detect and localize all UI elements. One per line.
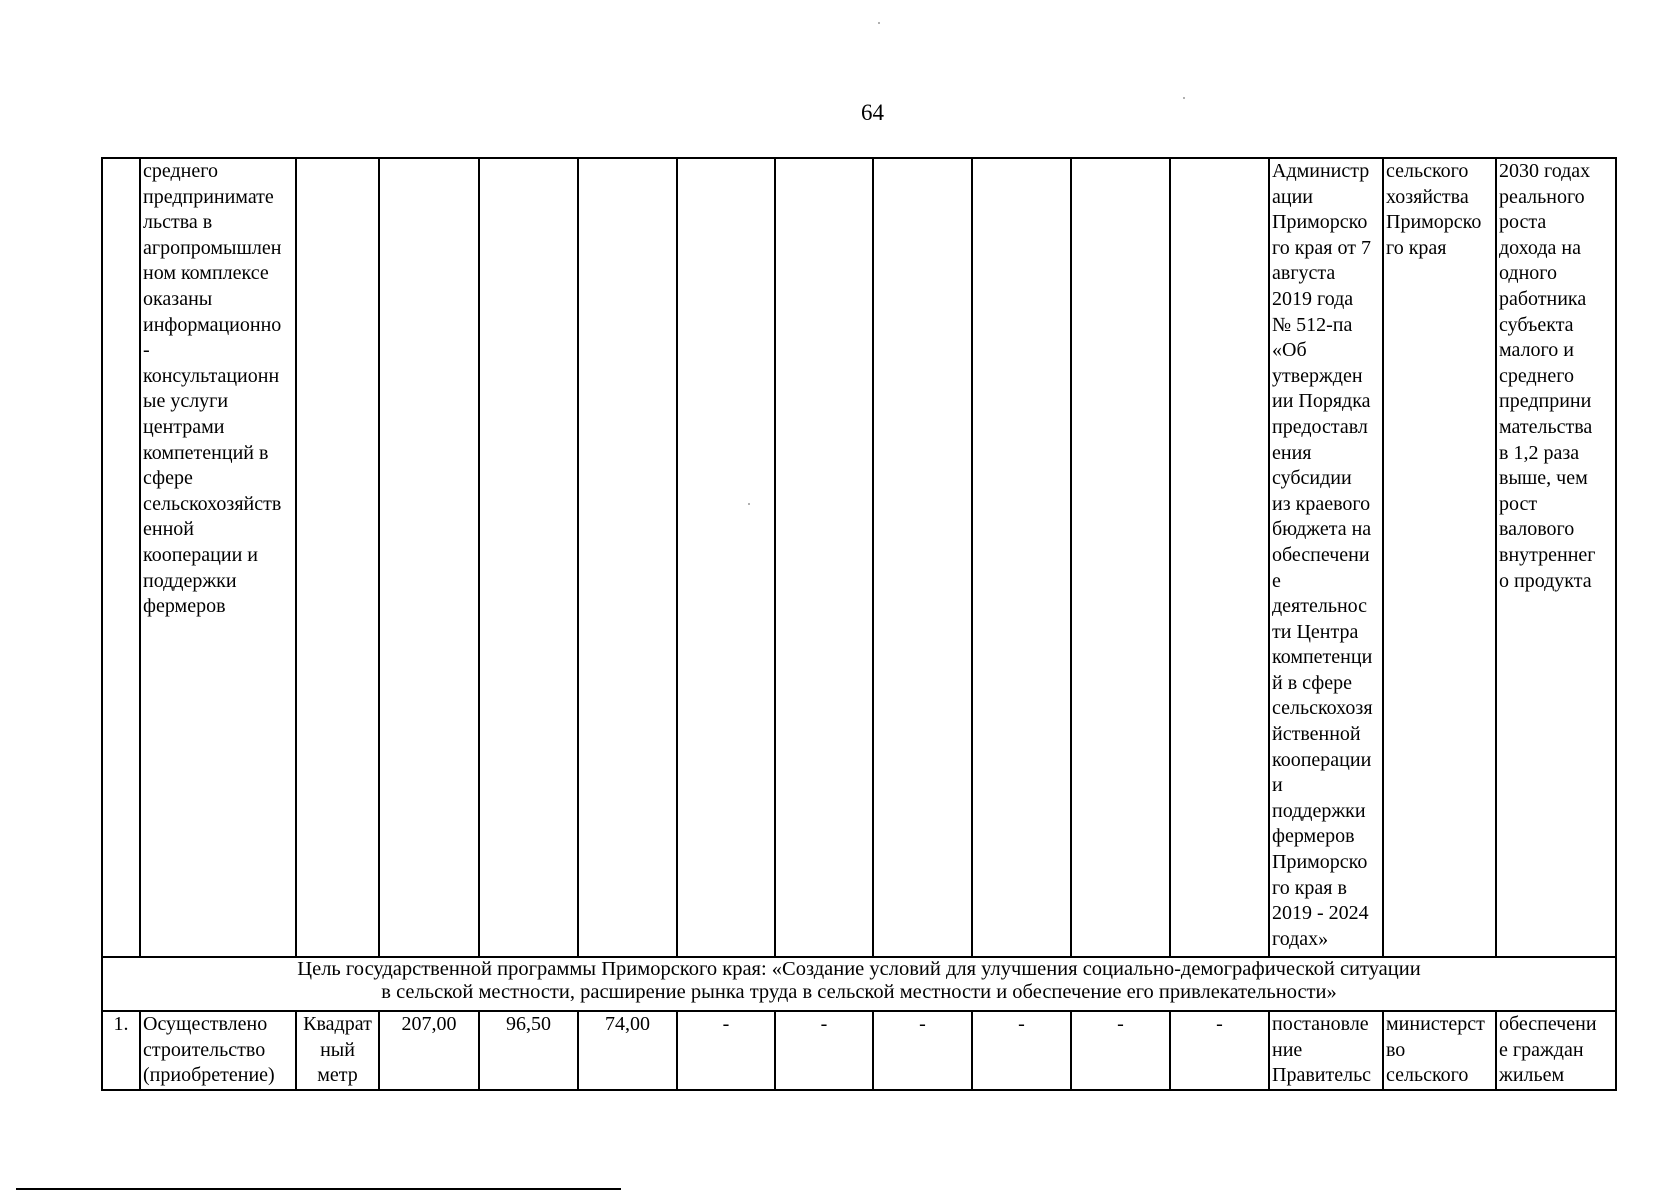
cell-indicator-name: среднего предпринимате льства в агропромышлен ном комплексе оказаны информационно - консультационн ые услуги центрами компетенций в сфере сельскохозяйств енной кооперации и поддержки фермеров	[140, 158, 296, 957]
cell-number	[102, 158, 140, 957]
cell-value	[578, 158, 677, 957]
item-row	[102, 1011, 1616, 1090]
cell-value: -	[775, 1011, 873, 1090]
cell-document: постановле ние Правительс	[1269, 1011, 1383, 1090]
scan-speck	[748, 503, 750, 505]
cell-value	[972, 158, 1071, 957]
footnote-separator	[16, 1188, 621, 1190]
cell-value: -	[677, 1011, 775, 1090]
cell-value	[873, 158, 972, 957]
cell-unit	[296, 158, 379, 957]
page-number: 64	[861, 100, 884, 125]
cell-value	[1170, 158, 1269, 957]
cell-value: -	[972, 1011, 1071, 1090]
cell-value: 74,00	[578, 1011, 677, 1090]
goal-row	[102, 957, 1616, 1011]
cell-value: 207,00	[379, 1011, 479, 1090]
cell-value	[379, 158, 479, 957]
cell-value: -	[1170, 1011, 1269, 1090]
cell-value	[677, 158, 775, 957]
cell-document: Администр ации Приморско го края от 7 августа 2019 года № 512-па «Об утвержден ии Порядка предоставл ения субсидии из краевого бюджета на обеспечени е деятельнос ти Центра компетенци й в сфере сельскохозя йственной кооперации и поддержки фермеров Приморско го края в 2019 - 2024 годах»	[1269, 158, 1383, 957]
cell-executor: сельского хозяйства Приморско го края	[1383, 158, 1496, 957]
cell-unit: Квадрат ный метр	[296, 1011, 379, 1090]
cell-executor: министерст во сельского	[1383, 1011, 1496, 1090]
program-table	[101, 157, 1617, 1091]
cell-value	[775, 158, 873, 957]
cell-number: 1.	[102, 1011, 140, 1090]
goal-text: Цель государственной программы Приморского края: «Создание условий для улучшения социально-демографической ситуации в сельской местности, расширение рынка труда в сельской местности и обеспечение его привлекательности»	[102, 957, 1616, 1011]
cell-value	[479, 158, 578, 957]
cell-value: -	[1071, 1011, 1170, 1090]
cell-indicator-name: Осуществлено строительство (приобретение)	[140, 1011, 296, 1090]
cell-value: 96,50	[479, 1011, 578, 1090]
cell-value: -	[873, 1011, 972, 1090]
cell-value	[1071, 158, 1170, 957]
cell-result: обеспечени е граждан жильем	[1496, 1011, 1616, 1090]
cell-result: 2030 годах реального роста дохода на одного работника субъекта малого и среднего предприни мательства в 1,2 раза выше, чем рост валового внутреннег о продукта	[1496, 158, 1616, 957]
scan-speck	[1183, 97, 1185, 99]
scan-speck	[878, 22, 880, 24]
continuation-row	[102, 158, 1616, 957]
